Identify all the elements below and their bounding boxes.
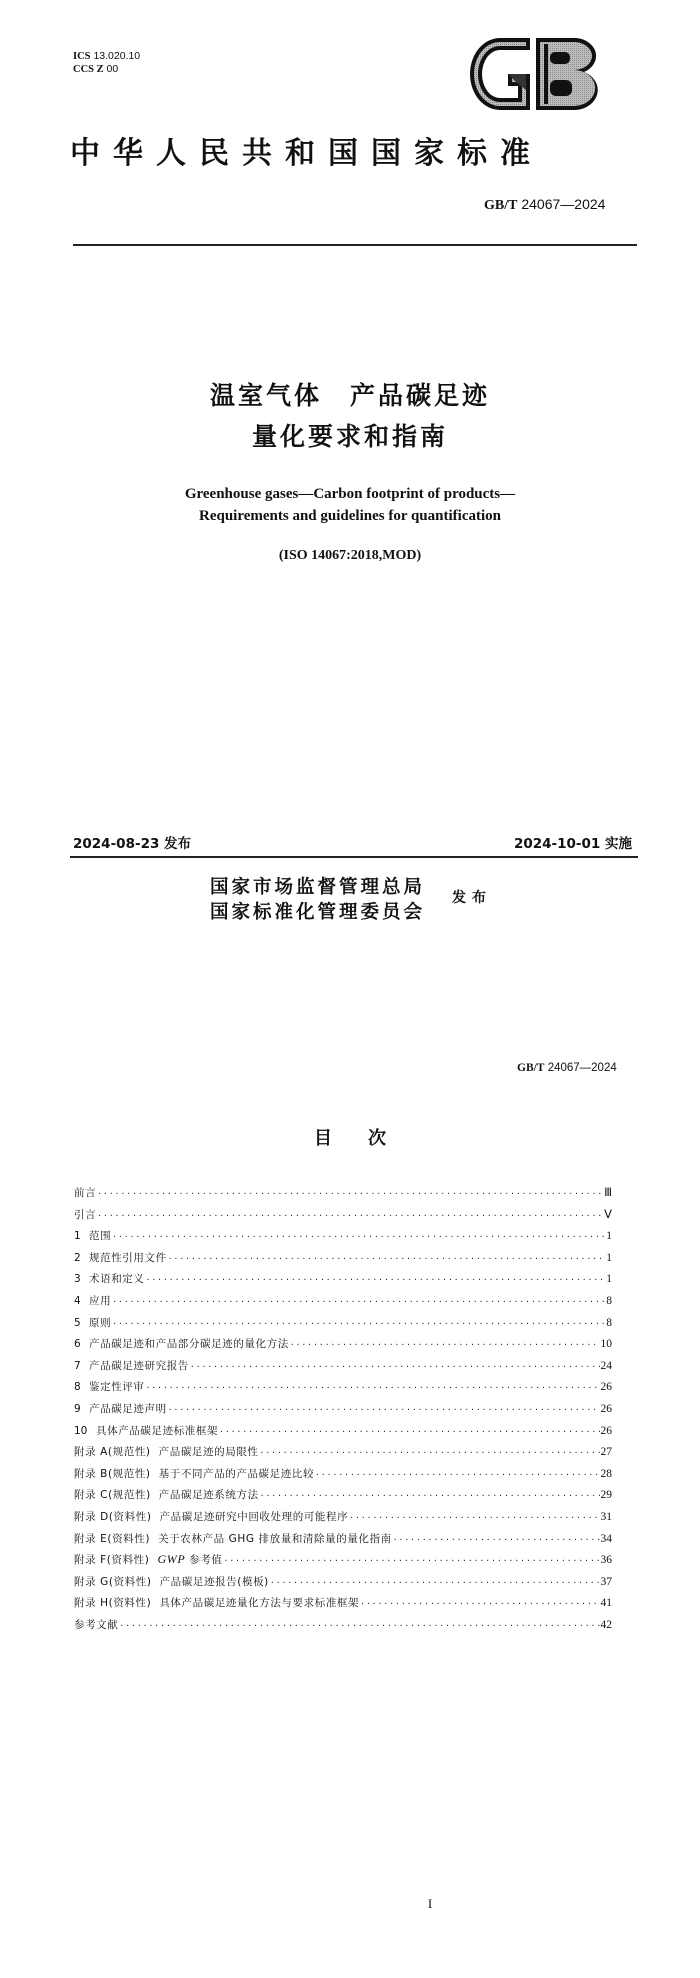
toc-annex-label: 附录 G(资料性) bbox=[74, 1575, 152, 1588]
toc-page-number: 29 bbox=[600, 1489, 612, 1502]
toc-entry-italic-term: GWP bbox=[157, 1552, 186, 1567]
toc-page-number: 1 bbox=[606, 1230, 612, 1243]
toc-leader-dots bbox=[315, 1470, 599, 1479]
toc-leader-dots bbox=[349, 1513, 599, 1522]
toc-leader-dots bbox=[97, 1189, 603, 1198]
toc-entry[interactable] bbox=[74, 1401, 612, 1423]
toc-page-standard-code: GB/T 24067—2024 bbox=[517, 1062, 617, 1074]
issuer-sac: 国家标准化管理委员会 bbox=[210, 902, 426, 923]
toc-leader-dots bbox=[112, 1297, 605, 1306]
toc-leader-dots bbox=[168, 1405, 600, 1414]
toc-page-number: Ⅴ bbox=[604, 1208, 612, 1221]
toc-entry[interactable] bbox=[74, 1595, 612, 1617]
toc-entry-title: 产品碳足迹的局限性 bbox=[158, 1446, 259, 1459]
toc-entry-title: 范围 bbox=[89, 1230, 112, 1243]
title-en bbox=[0, 483, 700, 527]
toc-leader-dots bbox=[219, 1427, 599, 1436]
toc-section-number: 10 bbox=[74, 1424, 88, 1437]
toc-section-number: 3 bbox=[74, 1273, 81, 1286]
classification-codes bbox=[73, 50, 140, 76]
toc-leader-dots bbox=[270, 1578, 600, 1587]
toc-page-number: 31 bbox=[600, 1510, 612, 1523]
toc-entry[interactable] bbox=[74, 1379, 612, 1401]
toc-leader-dots bbox=[260, 1448, 600, 1457]
toc-entry[interactable] bbox=[74, 1293, 612, 1315]
toc-section-number: 9 bbox=[74, 1402, 81, 1415]
title-cn-line2: 量化要求和指南 bbox=[251, 422, 448, 451]
toc-leader-dots bbox=[168, 1254, 606, 1263]
title-en-line1: Greenhouse gases—Carbon footprint of products— bbox=[184, 486, 516, 502]
toc-page-number: 42 bbox=[600, 1618, 612, 1631]
toc-page-number: 26 bbox=[600, 1424, 612, 1437]
toc-entry-title: 基于不同产品的产品碳足迹比较 bbox=[158, 1467, 315, 1480]
toc-leader-dots bbox=[360, 1599, 599, 1608]
toc-entry[interactable] bbox=[74, 1531, 612, 1553]
toc-leader-dots bbox=[112, 1319, 605, 1328]
toc-page-number: 27 bbox=[600, 1446, 612, 1459]
toc-entry[interactable] bbox=[74, 1336, 612, 1358]
toc-entry-title: 产品碳足迹和产品部分碳足迹的量化方法 bbox=[89, 1338, 289, 1351]
toc-page-number: 34 bbox=[600, 1532, 612, 1545]
toc-section-number: 8 bbox=[74, 1381, 81, 1394]
ccs-code: CCS Z 00 bbox=[73, 63, 119, 75]
toc-entry-title: 产品碳足迹研究报告 bbox=[89, 1359, 189, 1372]
standard-code: GB/T 24067—2024 bbox=[484, 196, 606, 213]
table-of-contents bbox=[74, 1185, 612, 1638]
toc-entry-title: 原则 bbox=[89, 1316, 112, 1329]
toc-title: 目 次 bbox=[314, 1128, 386, 1149]
title-en-line2: Requirements and guidelines for quantification bbox=[199, 508, 501, 524]
toc-annex-label: 附录 A(规范性) bbox=[74, 1446, 151, 1459]
ics-code: ICS 13.020.10 bbox=[73, 50, 141, 62]
toc-entry-title: 关于农林产品 GHG 排放量和清除量的量化指南 bbox=[158, 1532, 392, 1545]
toc-page-number: 28 bbox=[600, 1467, 612, 1480]
title-cn-line1: 温室气体 产品碳足迹 bbox=[209, 381, 490, 410]
toc-entry[interactable] bbox=[74, 1185, 612, 1207]
toc-entry[interactable] bbox=[74, 1358, 612, 1380]
toc-page-number: Ⅲ bbox=[604, 1187, 612, 1199]
date-divider bbox=[70, 856, 638, 858]
toc-entry-title: 具体产品碳足迹量化方法与要求标准框架 bbox=[159, 1597, 360, 1610]
toc-entry-title: 应用 bbox=[89, 1294, 112, 1307]
toc-entry[interactable] bbox=[74, 1466, 612, 1488]
header-divider bbox=[73, 244, 637, 246]
toc-entry[interactable] bbox=[74, 1423, 612, 1445]
toc-entry-title: 鉴定性评审 bbox=[89, 1381, 145, 1394]
toc-annex-label: 附录 B(规范性) bbox=[74, 1467, 151, 1480]
toc-leader-dots bbox=[112, 1232, 605, 1241]
toc-entry-title: 术语和定义 bbox=[89, 1273, 145, 1286]
toc-annex-label: 附录 H(资料性) bbox=[74, 1597, 152, 1610]
toc-leader-dots bbox=[146, 1383, 600, 1392]
toc-section-number: 6 bbox=[74, 1338, 81, 1351]
toc-entry-title: 引言 bbox=[74, 1208, 97, 1221]
toc-page-number: 8 bbox=[606, 1294, 612, 1307]
issuer-samr: 国家市场监督管理总局 bbox=[210, 877, 426, 898]
toc-section-number: 7 bbox=[74, 1359, 81, 1372]
toc-section-number: 4 bbox=[74, 1294, 81, 1307]
toc-leader-dots bbox=[393, 1535, 600, 1544]
toc-entry-title: 产品碳足迹声明 bbox=[89, 1402, 167, 1415]
toc-annex-label: 附录 C(规范性) bbox=[74, 1489, 151, 1502]
toc-page-number: 1 bbox=[606, 1273, 612, 1286]
toc-entry[interactable] bbox=[74, 1444, 612, 1466]
issue-date: 2024-08-23 发布 bbox=[73, 836, 192, 852]
toc-page-number: 37 bbox=[600, 1575, 612, 1588]
toc-leader-dots bbox=[146, 1275, 606, 1284]
toc-entry-title: 前言 bbox=[74, 1187, 97, 1199]
issuer-action: 发布 bbox=[452, 890, 492, 906]
toc-leader-dots bbox=[224, 1556, 600, 1565]
toc-page-number: 26 bbox=[600, 1381, 612, 1394]
toc-entry-title bbox=[157, 1552, 222, 1567]
page-number: I bbox=[427, 1896, 433, 1911]
implementation-date: 2024-10-01 实施 bbox=[513, 836, 632, 852]
toc-entry[interactable] bbox=[74, 1315, 612, 1337]
toc-section-number: 5 bbox=[74, 1316, 81, 1329]
toc-entry-title: 产品碳足迹系统方法 bbox=[158, 1489, 259, 1502]
toc-entry[interactable] bbox=[74, 1271, 612, 1293]
toc-section-number: 2 bbox=[74, 1251, 81, 1264]
toc-entry-title: 参考文献 bbox=[74, 1618, 119, 1631]
toc-page-number: 8 bbox=[606, 1316, 612, 1329]
toc-entry[interactable] bbox=[74, 1552, 612, 1574]
toc-page-number: 41 bbox=[600, 1597, 612, 1610]
toc-leader-dots bbox=[260, 1491, 600, 1500]
toc-entry[interactable] bbox=[74, 1487, 612, 1509]
toc-leader-dots bbox=[97, 1211, 603, 1220]
toc-leader-dots bbox=[190, 1362, 600, 1371]
toc-page-number: 26 bbox=[600, 1402, 612, 1415]
toc-section-number: 1 bbox=[74, 1230, 81, 1243]
toc-entry[interactable] bbox=[74, 1617, 612, 1639]
toc-entry-title-text: 参考值 bbox=[185, 1554, 223, 1567]
iso-reference: (ISO 14067:2018,MOD) bbox=[278, 548, 422, 563]
toc-annex-label: 附录 F(资料性) bbox=[74, 1554, 150, 1567]
national-standard-heading: 中华人民共和国国家标准 bbox=[70, 136, 543, 171]
gb-logo-icon bbox=[464, 30, 606, 118]
toc-entry-title: 产品碳足迹研究中回收处理的可能程序 bbox=[159, 1510, 349, 1523]
toc-leader-dots bbox=[290, 1340, 600, 1349]
toc-page-number: 10 bbox=[600, 1338, 612, 1351]
toc-entry-title: 具体产品碳足迹标准框架 bbox=[96, 1424, 219, 1437]
toc-page-number: 1 bbox=[606, 1251, 612, 1264]
toc-annex-label: 附录 E(资料性) bbox=[74, 1532, 151, 1545]
toc-entry[interactable] bbox=[74, 1228, 612, 1250]
toc-entry[interactable] bbox=[74, 1574, 612, 1596]
toc-leader-dots bbox=[119, 1621, 599, 1630]
toc-entry-title: 规范性引用文件 bbox=[89, 1251, 167, 1264]
toc-page-number: 24 bbox=[600, 1359, 612, 1372]
toc-entry[interactable] bbox=[74, 1509, 612, 1531]
toc-page-number: 36 bbox=[600, 1554, 612, 1567]
toc-entry-title: 产品碳足迹报告(模板) bbox=[159, 1575, 269, 1588]
toc-entry[interactable] bbox=[74, 1250, 612, 1272]
toc-annex-label: 附录 D(资料性) bbox=[74, 1510, 152, 1523]
toc-entry[interactable] bbox=[74, 1207, 612, 1229]
